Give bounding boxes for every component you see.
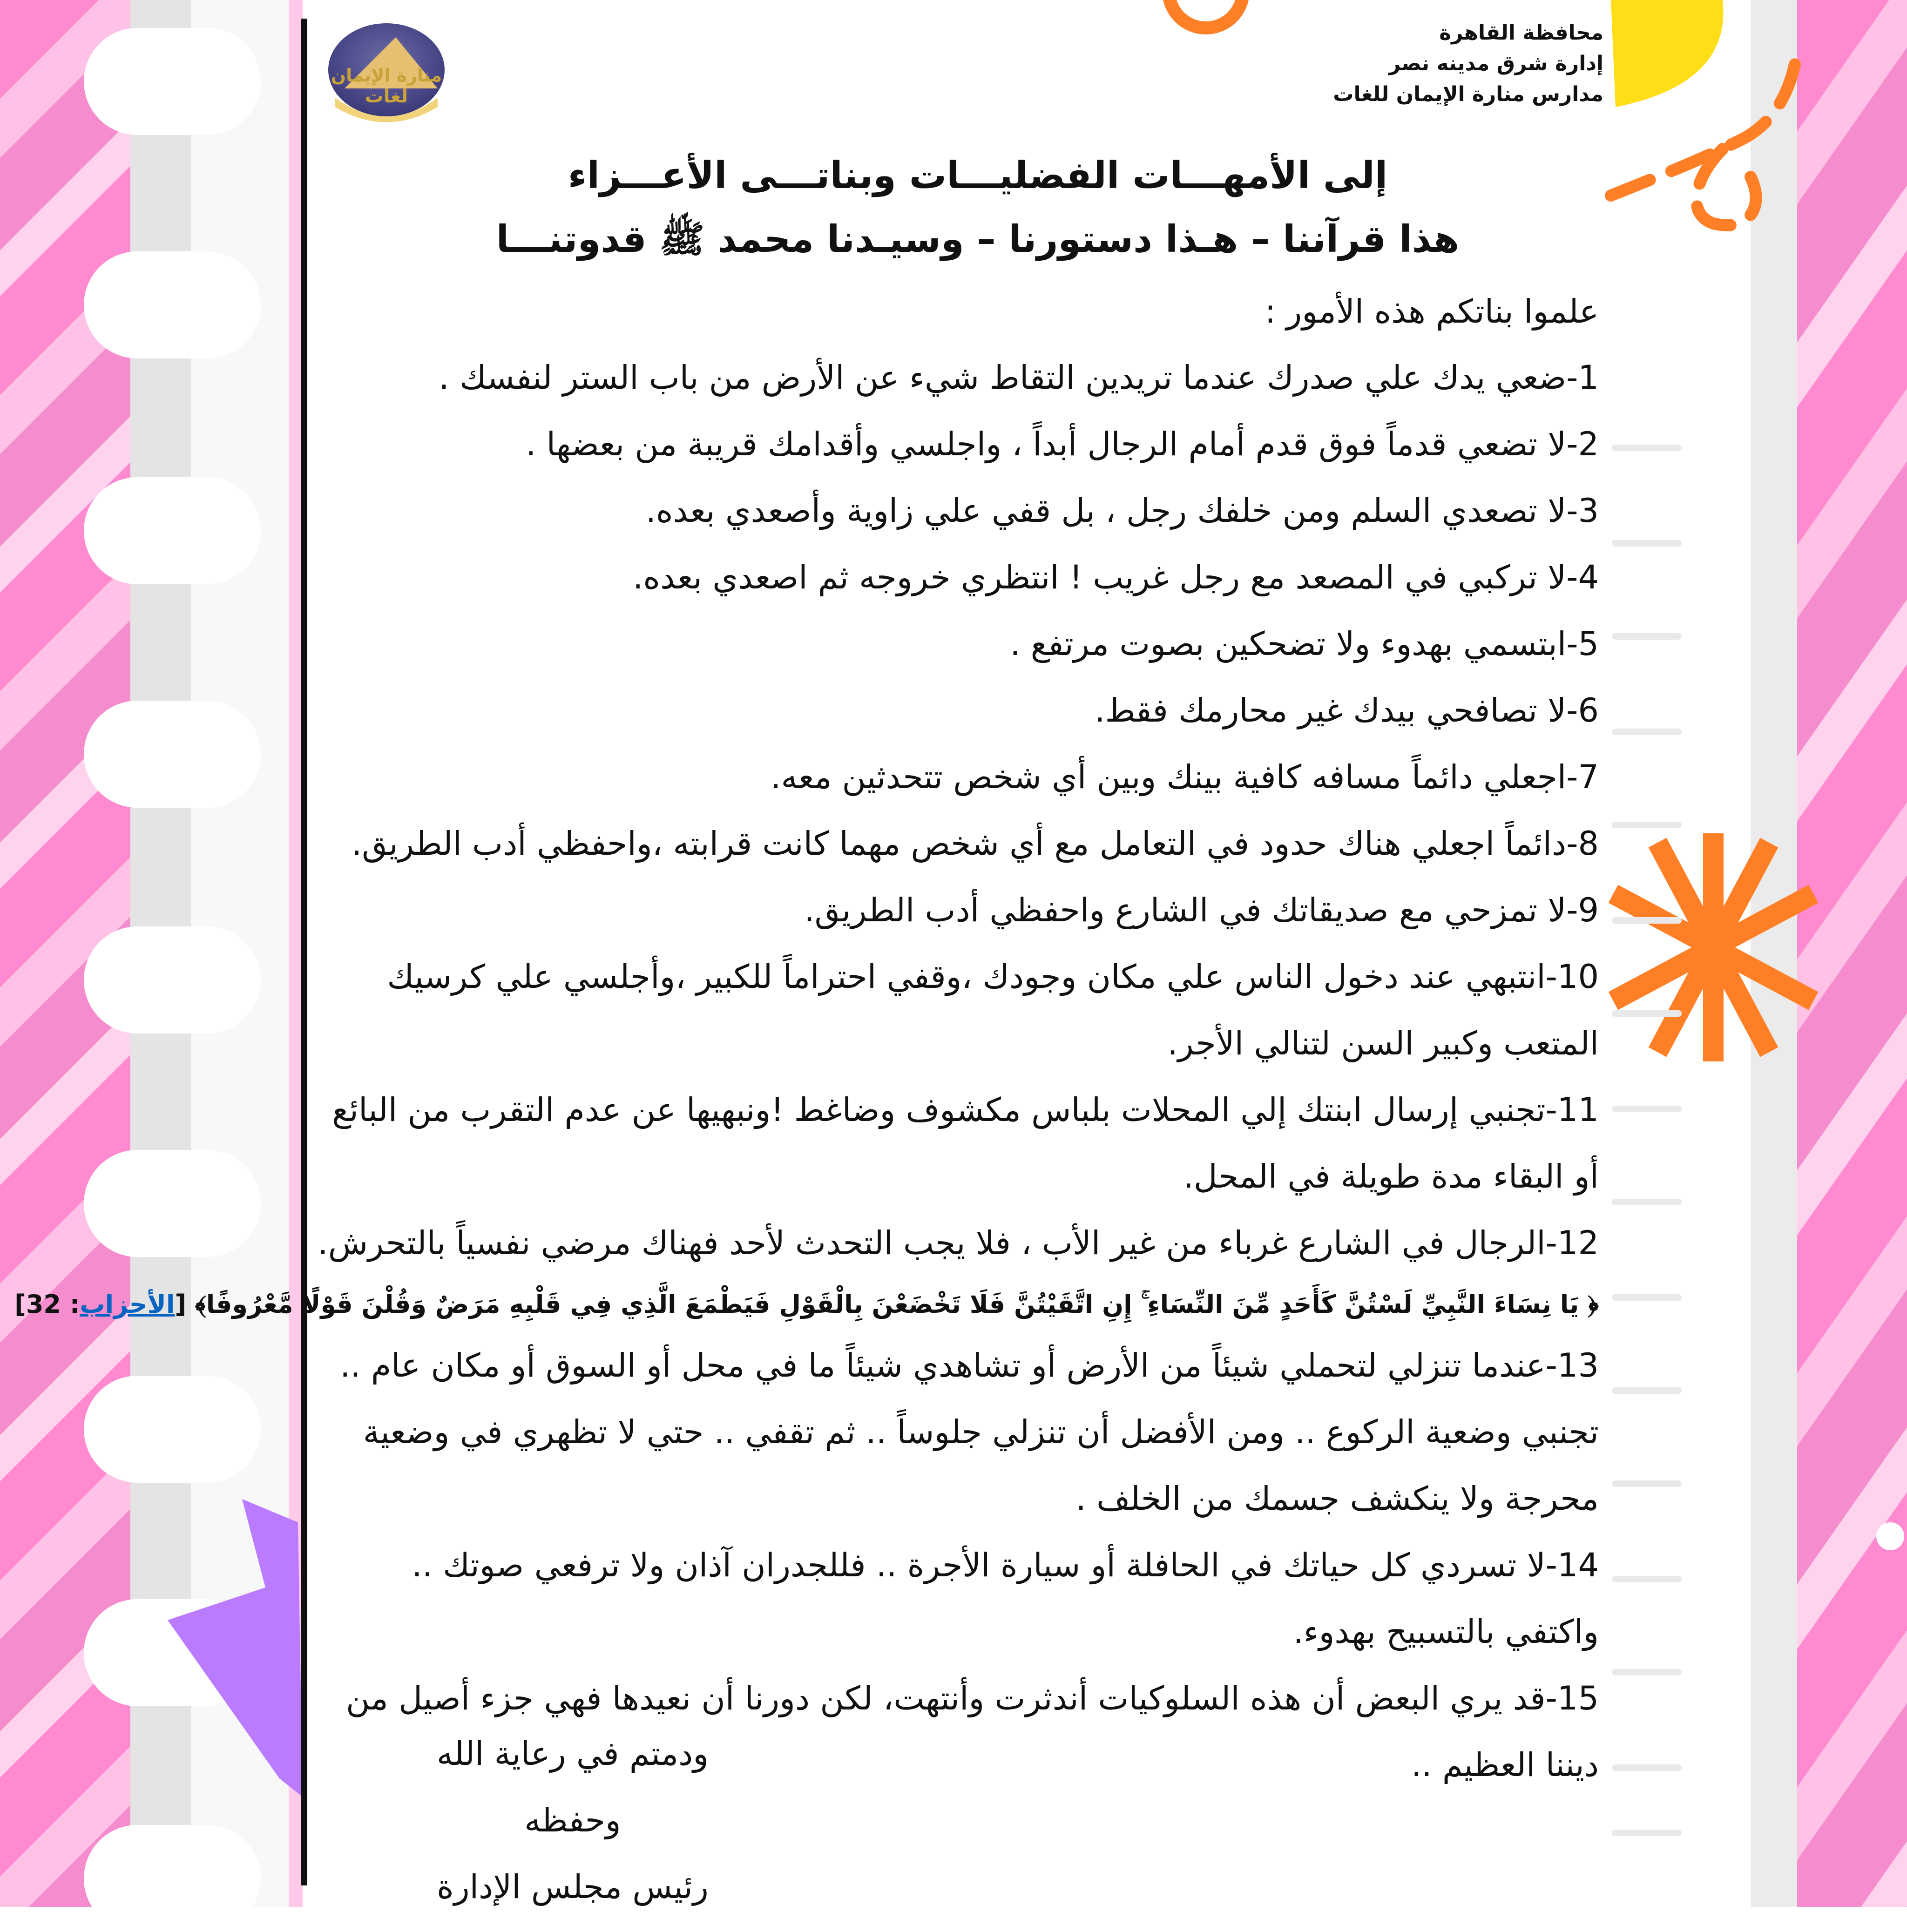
verse-text: ﴿ يَا نِسَاءَ النَّبِيِّ لَسْتُنَّ كَأَحَدٍ مِّنَ النِّسَاءِ ۚ إِنِ اتَّقَيْتُنَّ فَلَا تَخْضَعْنَ بِالْقَوْلِ فَيَطْمَعَ الَّذِي فِي قَلْبِهِ مَرَضٌ وَقُلْنَ قَوْلًا مَّعْرُوفًا﴾ [ <box>175 1290 1599 1319</box>
governorate: محافظة القاهرة <box>1439 21 1603 45</box>
purple-star <box>168 1499 303 1797</box>
school-logo <box>326 19 447 135</box>
title-line-1: إلى الأمهـــات الفضليـــات وبناتـــى الأعـــزاء <box>568 154 1388 197</box>
signature-title: رئيس مجلس الإدارة <box>437 1868 709 1906</box>
quran-verse <box>14 1277 1599 1332</box>
list-item: 10-انتبهي عند دخول الناس علي مكان وجودك ،وقفي احتراماً للكبير ،وأجلسي علي كرسيك المتعب وكبير السن لتنالي الأجر. <box>387 958 1599 1062</box>
intro-text: علموا بناتكم هذه الأمور : <box>1265 292 1599 331</box>
logo-subtext: لغات <box>365 86 408 107</box>
list-item: 14-لا تسردي كل حياتك في الحافلة أو سيارة الأجرة .. فللجدران آذان ولا ترفعي صوتك .. واكتفي بالتسبيح بهدوء. <box>412 1546 1599 1651</box>
binder-spine-line <box>301 19 307 1885</box>
advice-list <box>14 345 1599 1798</box>
list-item: 8-دائماً اجعلي هناك حدود في التعامل مع أي شخص مهما كانت قرابته ،واحفظي أدب الطريق. <box>351 824 1599 863</box>
school-name: مدارس منارة الإيمان للغات <box>1333 82 1603 106</box>
list-item: 2-لا تضعي قدماً فوق قدم أمام الرجال أبداً ، واجلسي وأقدامك قريبة من بعضها . <box>526 425 1599 463</box>
organization-header <box>1333 18 1603 110</box>
list-item: 5-ابتسمي بهدوء ولا تضحكين بصوت مرتفع . <box>1010 625 1599 663</box>
list-item: 3-لا تصعدي السلم ومن خلفك رجل ، بل قفي علي زاوية وأصعدي بعده. <box>645 492 1599 530</box>
list-item: 12-الرجال في الشارع غرباء من غير الأب ، فلا يجب التحدث لأحد فهناك مرضي نفسياً بالتحرش. <box>318 1224 1599 1262</box>
logo-text: منارة الإيمان <box>331 65 442 86</box>
closing-wish: ودمتم في رعاية الله وحفظه <box>436 1735 709 1839</box>
list-item: 6-لا تصافحي بيدك غير محارمك فقط. <box>1095 691 1599 730</box>
title-line-2: هذا قرآننا – هـذا دستورنا – وسيـدنا محمد ﷺ قدوتنـــا <box>496 217 1460 261</box>
verse-reference-link[interactable]: الأحزاب <box>80 1290 175 1319</box>
list-item: 1-ضعي يدك علي صدرك عندما تريدين التقاط شيء عن الأرض من باب الستر لنفسك . <box>439 358 1599 397</box>
closing-block <box>396 1721 750 1920</box>
verse-number: : 32] <box>14 1290 80 1319</box>
list-item: 13-عندما تنزلي لتحملي شيئاً من الأرض أو تشاهدي شيئاً ما في محل أو السوق أو مكان عام .. تجنبي وضعية الركوع .. ومن الأفضل أن تنزلي جلوساً .. ثم تقفي .. حتي لا تظهري في وضعية محرجة ولا ينكشف جسمك من الخلف . <box>340 1346 1599 1518</box>
orange-asterisk <box>1613 833 1813 1061</box>
list-item: 11-تجنبي إرسال ابنتك إلي المحلات بلباس مكشوف وضاغط !ونبهيها عن عدم التقرب من البائع أو البقاء مدة طويلة في المحل. <box>332 1091 1599 1196</box>
administration: إدارة شرق مدينه نصر <box>1388 52 1603 75</box>
list-item: 9-لا تمزحي مع صديقاتك في الشارع واحفظي أدب الطريق. <box>804 891 1599 929</box>
orange-dot <box>1169 0 1243 28</box>
list-item: 7-اجعلي دائماً مسافه كافية بينك وبين أي شخص تتحدثين معه. <box>771 758 1599 796</box>
list-item: 15-قد يري البعض أن هذه السلوكيات أندثرت وأنتهت، لكن دورنا أن نعيدها فهي جزء أصيل من ديننا العظيم .. <box>346 1679 1599 1784</box>
list-item: 4-لا تركبي في المصعد مع رجل غريب ! انتظري خروجه ثم اصعدي بعده. <box>633 558 1599 596</box>
